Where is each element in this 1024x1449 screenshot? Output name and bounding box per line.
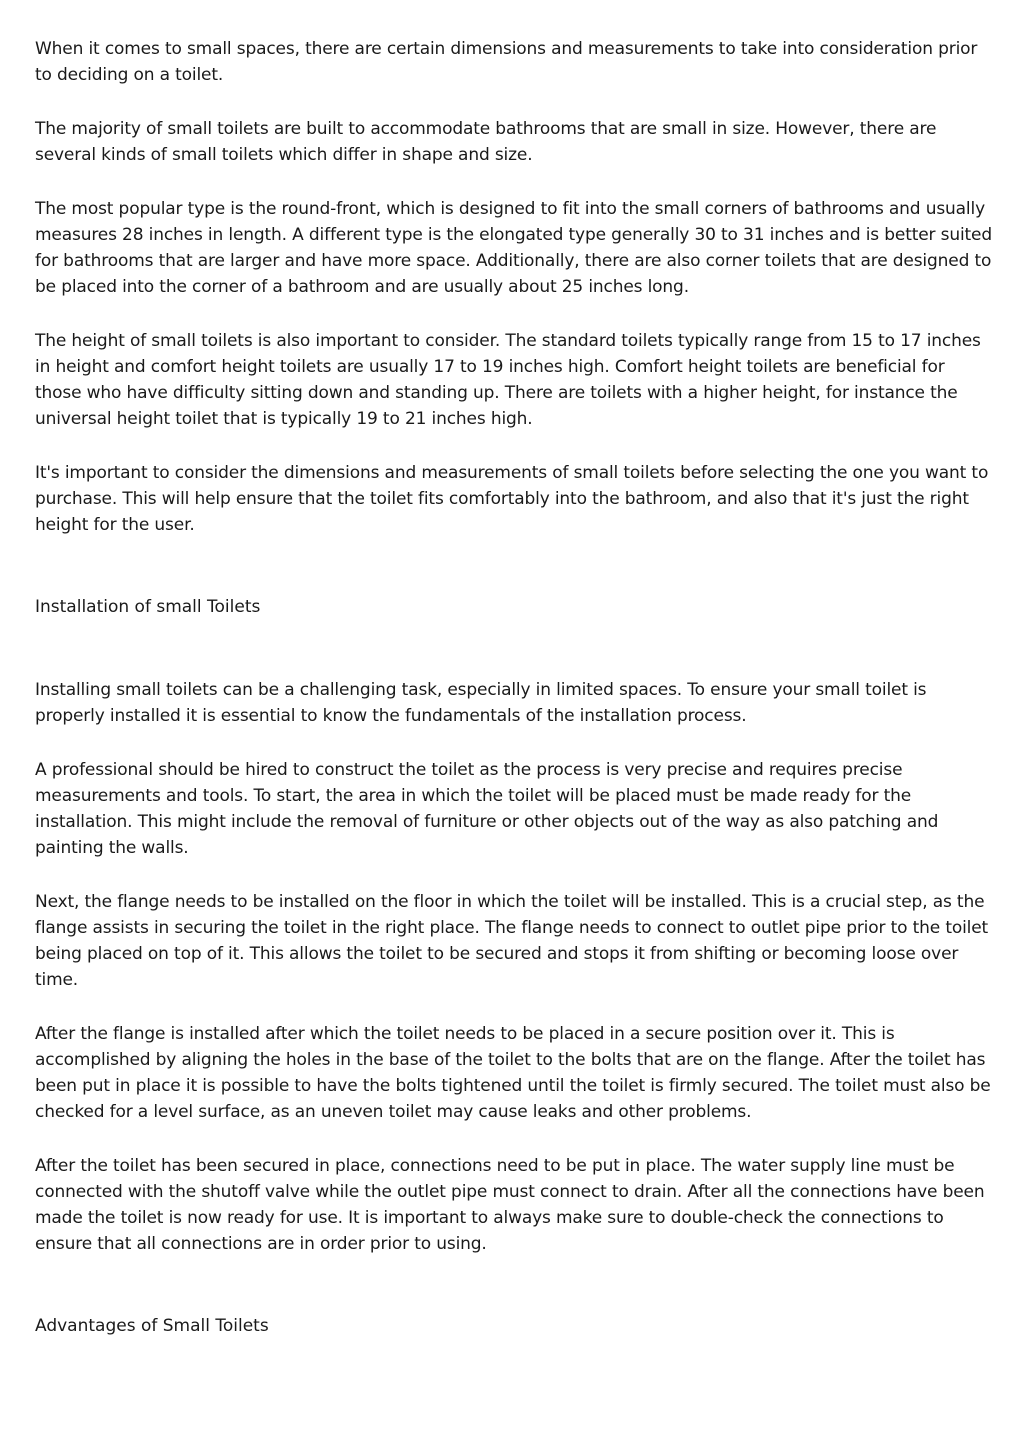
paragraph-dimensions-summary: It's important to consider the dimensions and measurements of small toilets before selecting the one you want to purchase. This will help ensure that the toilet fits comfortably into the bathroom, and also that it's just the right height for the user. <box>35 463 989 535</box>
paragraph-secure-toilet: After the flange is installed after which the toilet needs to be placed in a secure position over it. This is accomplished by aligning the holes in the base of the toilet to the bolts that are on the flange. After the toilet has been put in place it is possible to have the bolts tightened until the toilet is firmly secured. The toilet must also be checked for a level surface, as an uneven toilet may cause leaks and other problems. <box>35 1024 991 1122</box>
heading-installation: Installation of small Toilets <box>35 597 261 617</box>
paragraph-toilet-types: The most popular type is the round-front, which is designed to fit into the small corners of bathrooms and usually measures 28 inches in length. A different type is the elongated type generally 30 to 31 inches and is better suited for bathrooms that are larger and have more space. Additionally, there are also corner toilets that are designed to be placed into the corner of a bathroom and are usually about 25 inches long. <box>35 199 993 297</box>
paragraph-connections: After the toilet has been secured in place, connections need to be put in place. The water supply line must be connected with the shutoff valve while the outlet pipe must connect to drain. After all the connections have been made the toilet is now ready for use. It is important to always make sure to double-check the connections to ensure that all connections are in order prior to using. <box>35 1156 985 1254</box>
paragraph-installation-intro: Installing small toilets can be a challenging task, especially in limited spaces. To ensure your small toilet is properly installed it is essential to know the fundamentals of the installation process. <box>35 680 927 726</box>
paragraph-small-spaces-intro: When it comes to small spaces, there are certain dimensions and measurements to take into consideration prior to deciding on a toilet. <box>35 39 978 85</box>
heading-advantages: Advantages of Small Toilets <box>35 1316 269 1336</box>
paragraph-flange-install: Next, the flange needs to be installed on the floor in which the toilet will be installed. This is a crucial step, as the flange assists in securing the toilet in the right place. The flange needs to connect to outlet pipe prior to the toilet being placed on top of it. This allows the toilet to be secured and stops it from shifting or becoming loose over time. <box>35 892 989 990</box>
document-body <box>35 36 995 1339</box>
paragraph-toilet-height: The height of small toilets is also important to consider. The standard toilets typically range from 15 to 17 inches in height and comfort height toilets are usually 17 to 19 inches high. Comfort height toilets are beneficial for those who have difficulty sitting down and standing up. There are toilets with a higher height, for instance the universal height toilet that is typically 19 to 21 inches high. <box>35 331 981 429</box>
paragraph-small-toilet-kinds: The majority of small toilets are built to accommodate bathrooms that are small in size. However, there are several kinds of small toilets which differ in shape and size. <box>35 119 937 165</box>
paragraph-hire-professional: A professional should be hired to construct the toilet as the process is very precise and requires precise measurements and tools. To start, the area in which the toilet will be placed must be made ready for the installation. This might include the removal of furniture or other objects out of the way as also patching and painting the walls. <box>35 760 939 858</box>
